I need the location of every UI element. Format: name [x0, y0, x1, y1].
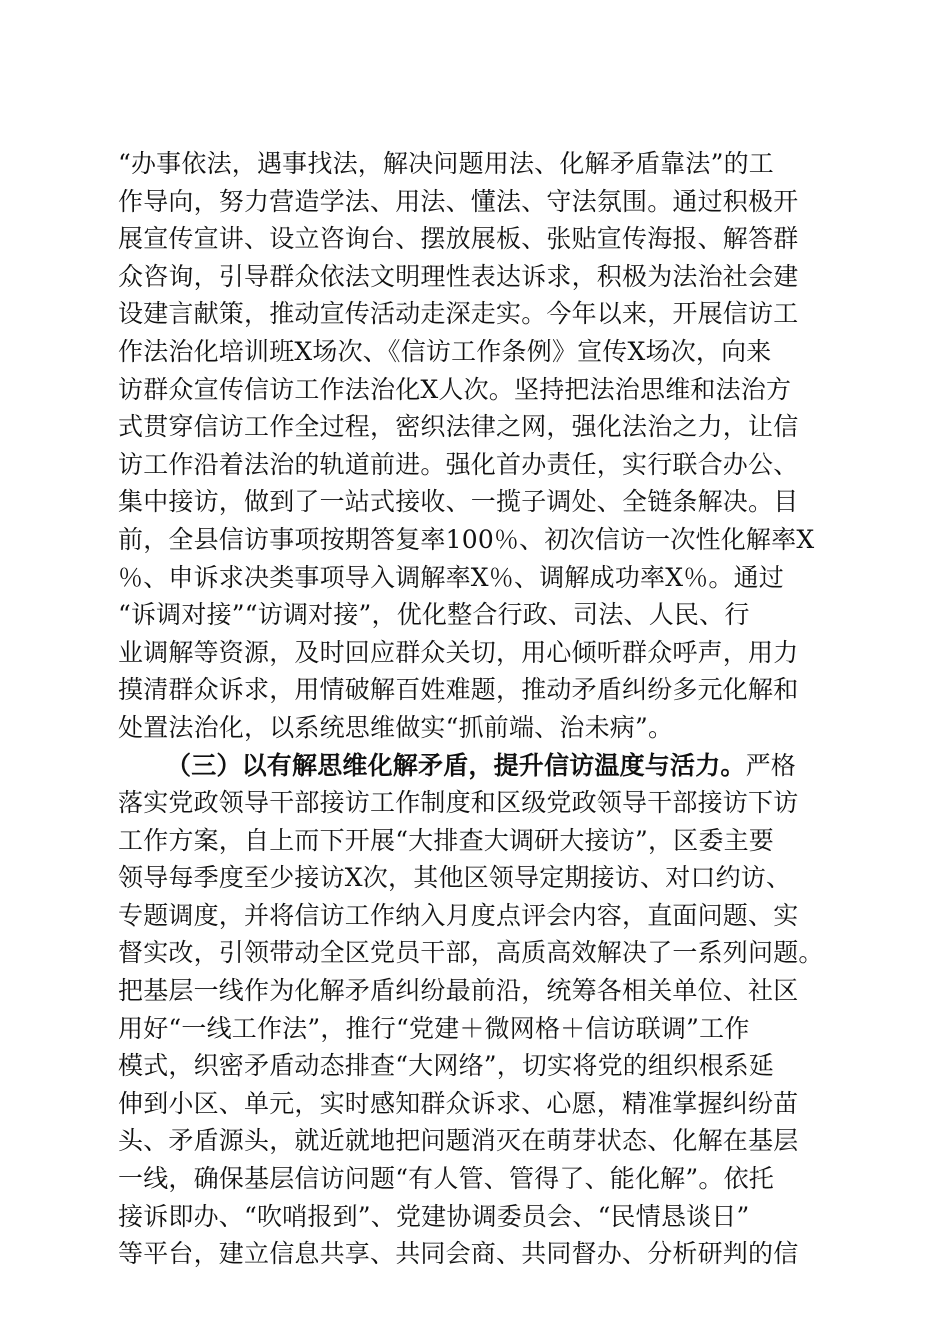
section-first-line-text: 严格	[745, 750, 797, 780]
paragraph-line: 展宣传宣讲、设立咨询台、摆放展板、张贴宣传海报、解答群	[118, 224, 799, 254]
paragraph-line: 集中接访，做到了一站式接收、一揽子调处、全链条解决。目	[118, 487, 799, 517]
section-heading: （三）以有解思维化解矛盾，提升信访温度与活力。	[166, 750, 746, 780]
paragraph-line: 式贯穿信访工作全过程，密织法律之网，强化法治之力，让信	[118, 412, 799, 442]
document-body	[118, 145, 838, 1273]
paragraph-line: 接诉即办、“吹哨报到”、党建协调委员会、“民情恳谈日”	[118, 1201, 750, 1231]
paragraph-line: ％、申诉求决类事项导入调解率X％、调解成功率X％。通过	[118, 562, 784, 592]
paragraph-line: 用好“一线工作法”，推行“党建＋微网格＋信访联调”工作	[118, 1013, 750, 1043]
paragraph-line: 专题调度，并将信访工作纳入月度点评会内容，直面问题、实	[118, 900, 799, 930]
paragraph-line: 把基层一线作为化解矛盾纠纷最前沿，统筹各相关单位、社区	[118, 976, 799, 1006]
section-first-line	[118, 747, 838, 785]
paragraph-line: 作法治化培训班X场次、《信访工作条例》宣传X场次，向来	[118, 336, 772, 366]
paragraph-line: 摸清群众诉求，用情破解百姓难题，推动矛盾纠纷多元化解和	[118, 675, 799, 705]
paragraph-line: “办事依法，遇事找法，解决问题用法、化解矛盾靠法”的工	[118, 149, 774, 178]
paragraph-line: 模式，织密矛盾动态排查“大网络”，切实将党的组织根系延	[118, 1051, 774, 1081]
paragraph-line: 伸到小区、单元，实时感知群众诉求、心愿，精准掌握纠纷苗	[118, 1088, 799, 1118]
paragraph-line: 头、矛盾源头，就近就地把问题消灭在萌芽状态、化解在基层	[118, 1126, 799, 1156]
paragraph-line: 工作方案，自上而下开展“大排查大调研大接访”，区委主要	[118, 825, 774, 855]
paragraph-line: 落实党政领导干部接访工作制度和区级党政领导干部接访下访	[118, 788, 799, 818]
paragraph-line: 一线，确保基层信访问题“有人管、管得了、能化解”。依托	[118, 1164, 774, 1194]
paragraph-line: 处置法治化，以系统思维做实“抓前端、治未病”。	[118, 712, 674, 742]
paragraph-line: 访工作沿着法治的轨道前进。强化首办责任，实行联合办公、	[118, 449, 799, 479]
paragraph-line: 众咨询，引导群众依法文明理性表达诉求，积极为法治社会建	[118, 261, 799, 291]
paragraph-line: “诉调对接”“访调对接”，优化整合行政、司法、人民、行	[118, 600, 750, 630]
paragraph-line: 业调解等资源，及时回应群众关切，用心倾听群众呼声，用力	[118, 637, 799, 667]
paragraph-line: 访群众宣传信访工作法治化X人次。坚持把法治思维和法治方	[118, 374, 792, 404]
paragraph-line: 领导每季度至少接访X次，其他区领导定期接访、对口约访、	[118, 863, 792, 893]
paragraph-line: 前，全县信访事项按期答复率100％、初次信访一次性化解率X	[118, 524, 815, 554]
paragraph-line: 作导向，努力营造学法、用法、懂法、守法氛围。通过积极开	[118, 186, 799, 216]
paragraph-line: 等平台，建立信息共享、共同会商、共同督办、分析研判的信	[118, 1239, 799, 1269]
paragraph-line: 督实改，引领带动全区党员干部，高质高效解决了一系列问题。	[118, 938, 824, 968]
paragraph-line: 设建言献策，推动宣传活动走深走实。今年以来，开展信访工	[118, 299, 799, 329]
